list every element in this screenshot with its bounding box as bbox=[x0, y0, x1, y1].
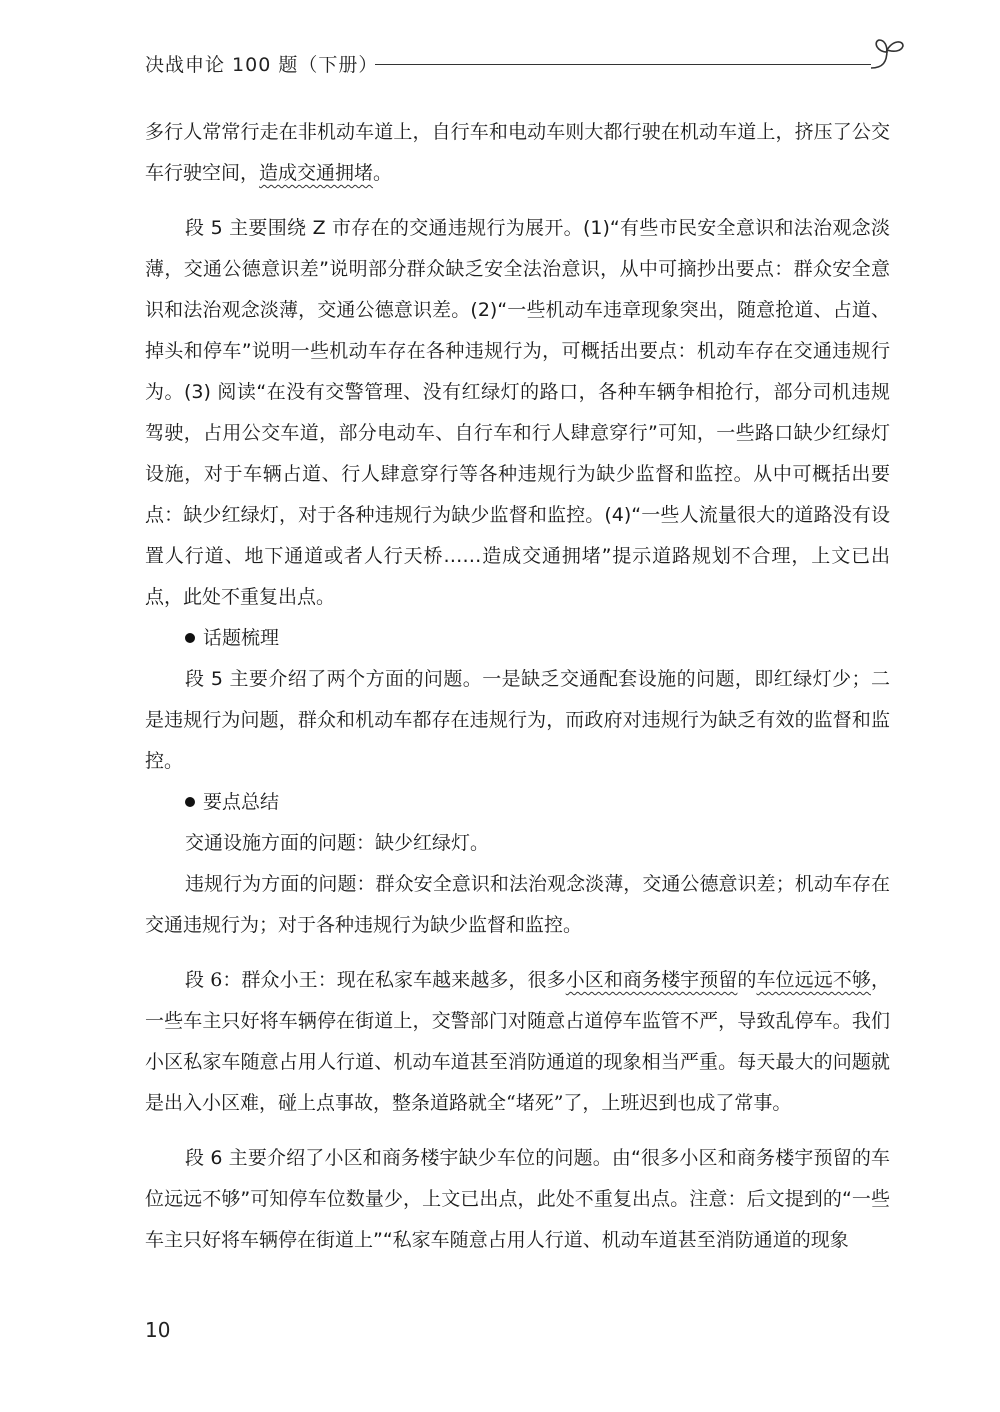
header-rule bbox=[375, 64, 871, 65]
page-number: 10 bbox=[145, 1318, 171, 1342]
analysis-paragraph-6: 段 6 主要介绍了小区和商务楼宇缺少车位的问题。由“很多小区和商务楼宇预留的车位远远不够”可知停车位数量少，上文已出点，此处不重复出点。注意：后文提到的“一些车主只好将车辆停在街道上”“私家车随意占用人行道、机动车道甚至消防通道的现象 bbox=[145, 1147, 890, 1251]
material-paragraph-6: 段 6：群众小王：现在私家车越来越多，很多小区和商务楼宇预留的车位远远不够，一些车主只好将车辆停在街道上，交警部门对随意占道停车监管不严，导致乱停车。我们小区私家车随意占用人行道、机动车道甚至消防通道的现象相当严重。每天最大的问题就是出入小区难，碰上点事故，整条道路就全“堵死”了，上班迟到也成了常事。 bbox=[145, 969, 890, 1114]
page-header bbox=[145, 44, 905, 84]
bullet-icon bbox=[185, 797, 195, 807]
topic-summary-paragraph: 段 5 主要介绍了两个方面的问题。一是缺乏交通配套设施的问题，即红绿灯少；二是违规行为问题，群众和机动车都存在违规行为，而政府对违规行为缺乏有效的监督和监控。 bbox=[145, 668, 890, 772]
section-heading-points: 要点总结 bbox=[145, 782, 890, 823]
wavy-underline-text: 小区和商务楼宇预留 bbox=[565, 969, 738, 991]
wavy-underline-text: 车位远远不够 bbox=[756, 969, 871, 991]
sprout-icon bbox=[863, 36, 911, 76]
wavy-underline-text: 造成交通拥堵 bbox=[259, 162, 374, 184]
page-body bbox=[145, 112, 890, 1261]
bullet-icon bbox=[185, 633, 195, 643]
section-heading-topic: 话题梳理 bbox=[145, 618, 890, 659]
points-line-facilities: 交通设施方面的问题：缺少红绿灯。 bbox=[185, 832, 490, 854]
points-line-violations: 违规行为方面的问题：群众安全意识和法治观念淡薄，交通公德意识差；机动车存在交通违规行为；对于各种违规行为缺少监督和监控。 bbox=[145, 873, 890, 936]
continuation-paragraph: 多行人常常行走在非机动车道上，自行车和电动车则大都行驶在机动车道上，挤压了公交车行驶空间，造成交通拥堵。 bbox=[145, 121, 890, 184]
book-title: 决战申论 100 题（下册） bbox=[145, 54, 379, 76]
analysis-paragraph-5: 段 5 主要围绕 Z 市存在的交通违规行为展开。(1)“有些市民安全意识和法治观念淡薄，交通公德意识差”说明部分群众缺乏安全法治意识，从中可摘抄出要点：群众安全意识和法治观念淡薄，交通公德意识差。(2)“一些机动车违章现象突出，随意抢道、占道、掉头和停车”说明一些机动车存在各种违规行为，可概括出要点：机动车存在交通违规行为。(3) 阅读“在没有交警管理、没有红绿灯的路口，各种车辆争相抢行，部分司机违规驾驶，占用公交车道，部分电动车、自行车和行人肆意穿行”可知，一些路口缺少红绿灯设施，对于车辆占道、行人肆意穿行等各种违规行为缺少监督和监控。从中可概括出要点：缺少红绿灯，对于各种违规行为缺少监督和监控。(4)“一些人流量很大的道路没有设置人行道、地下通道或者人行天桥……造成交通拥堵”提示道路规划不合理，上文已出点，此处不重复出点。 bbox=[145, 217, 890, 608]
